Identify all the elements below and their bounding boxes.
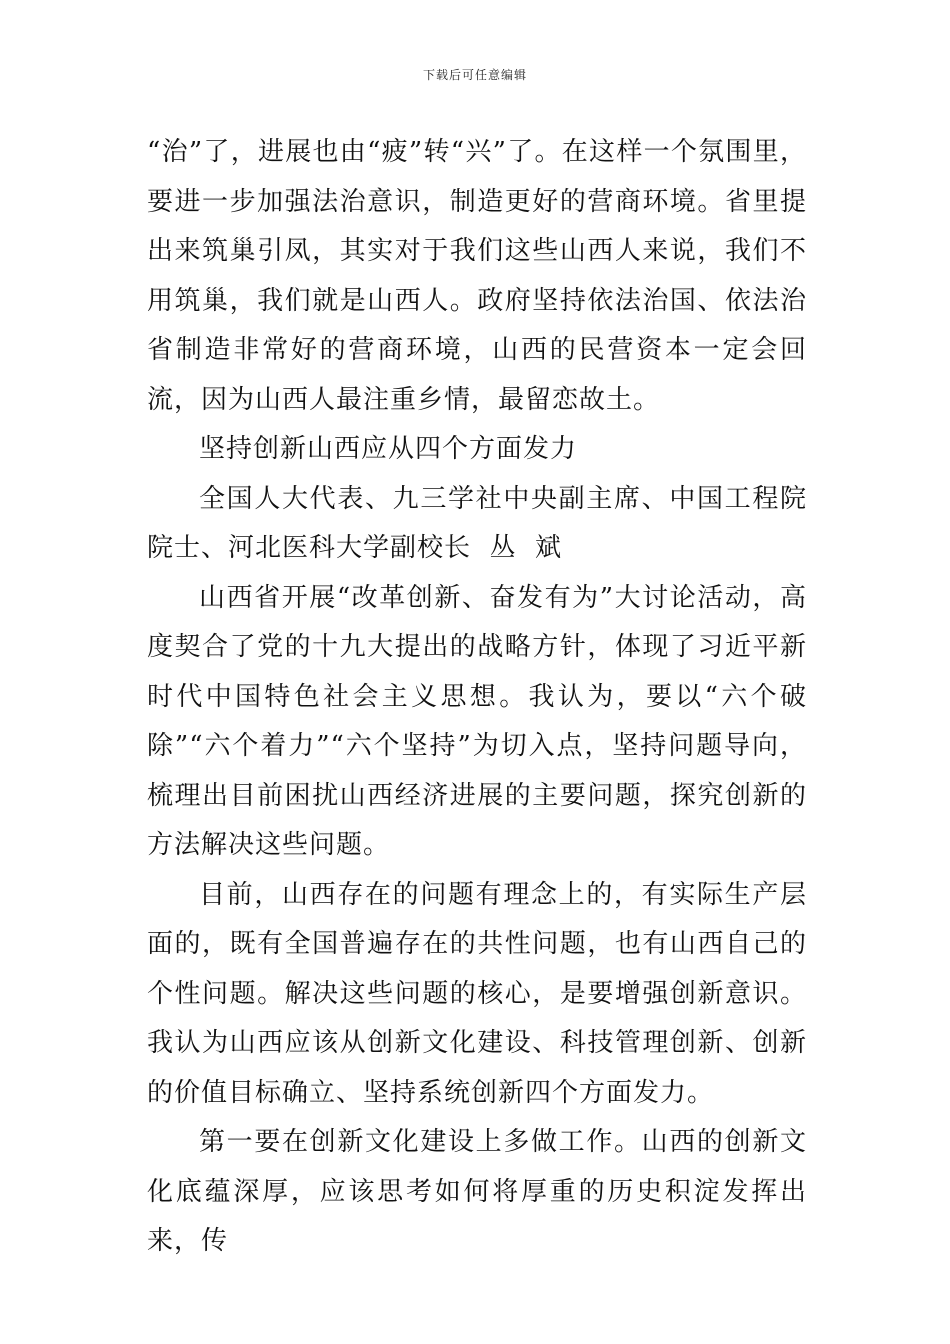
paragraph-continuation: “治”了，进展也由“疲”转“兴”了。在这样一个氛围里，要进一步加强法治意识，制造更好的营商环境。省里提出来筑巢引凤，其实对于我们这些山西人来说，我们不用筑巢，我们就是山西人。政府坚持依法治国、依法治省制造非常好的营商环境，山西的民营资本一定会回流，因为山西人最注重乡情，最留恋故土。: [147, 137, 807, 415]
document-body: [147, 128, 807, 1267]
page-header: 下载后可任意编辑: [422, 68, 527, 82]
paragraph: 第一要在创新文化建设上多做工作。山西的创新文化底蕴深厚，应该思考如何将厚重的历史积淀发挥出来，传: [147, 1127, 807, 1256]
paragraph: 山西省开展“改革创新、奋发有为”大讨论活动，高度契合了党的十九大提出的战略方针，体现了习近平新时代中国特色社会主义思想。我认为，要以“六个破除”“六个着力”“六个坚持”为切入点，坚持问题导向，梳理出目前困扰山西经济进展的主要问题，探究创新的方法解决这些问题。: [147, 582, 807, 860]
section-heading: 坚持创新山西应从四个方面发力: [199, 434, 578, 464]
author-byline: 全国人大代表、九三学社中央副主席、中国工程院院士、河北医科大学副校长 丛 斌: [147, 483, 807, 563]
paragraph: 目前，山西存在的问题有理念上的，有实际生产层面的，既有全国普遍存在的共性问题，也有山西自己的个性问题。解决这些问题的核心，是要增强创新意识。我认为山西应该从创新文化建设、科技管理创新、创新的价值目标确立、坚持系统创新四个方面发力。: [147, 879, 807, 1108]
